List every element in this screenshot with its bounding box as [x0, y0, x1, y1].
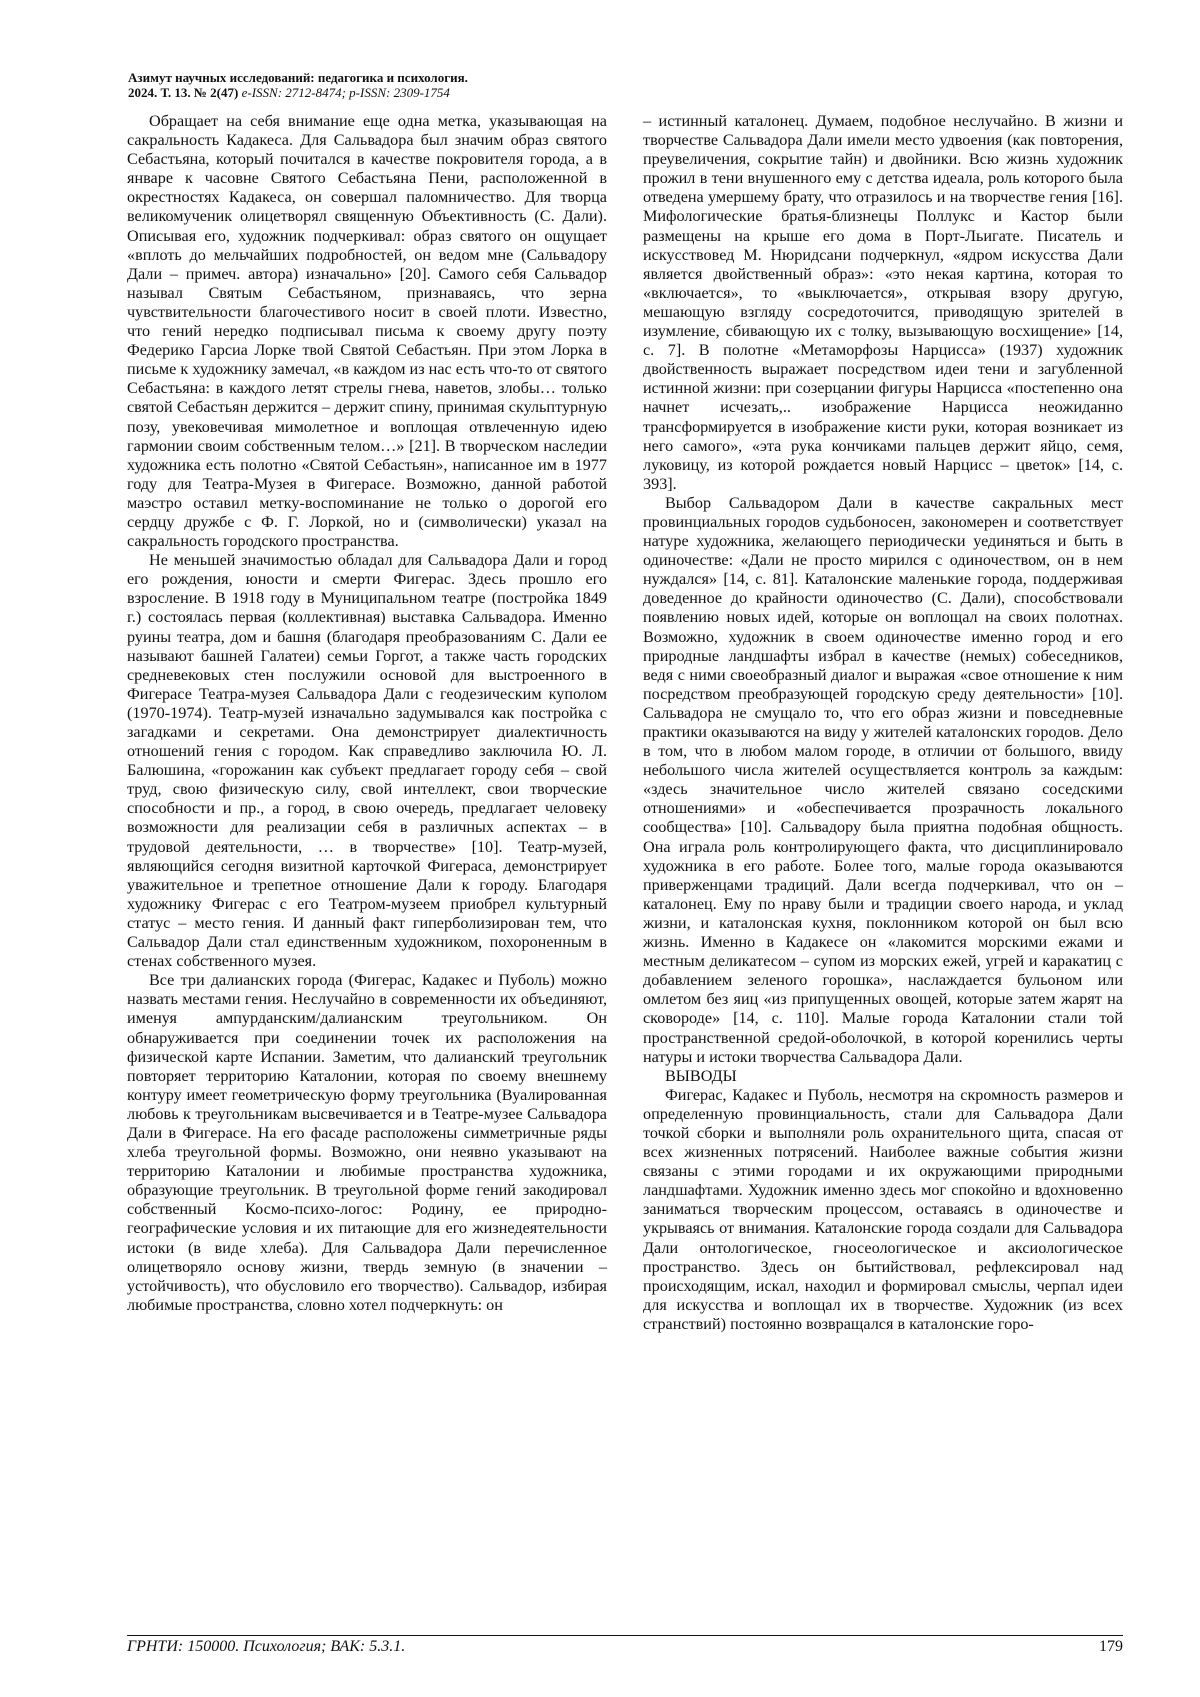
right-column	[643, 112, 1123, 1334]
page-number: 179	[1099, 1638, 1123, 1655]
issue-number: 2024. Т. 13. № 2(47)	[128, 85, 239, 100]
journal-issue	[128, 85, 728, 100]
paragraph-figueres: Не меньшей значимостью обладал для Сальвадора Дали и город его рождения, юности и смерти Фигерас. Здесь прошло его взросление. В 1918 году в Муниципальном театре (постройка 1849 г.) состоялась первая (коллективная) выставка Сальвадора. Именно руины театра, дом и башня (благодаря преобразованиям С. Дали ее называют башней Галатеи) семьи Горгот, а также часть городских средневековых стен послужили основой для выстроенного в Фигерасе Театра-музея Сальвадора Дали с геодезическим куполом (1970-1974). Театр-музей изначально задумывался как постройка с загадками и секретами. Она демонстрирует диалектичность отношений гения с городом. Как справедливо заключила Ю. Л. Балюшина, «горожанин как субъект предлагает городу себя – свой труд, свою физическую силу, свой интеллект, свои творческие способности и пр., а город, в свою очередь, предлагает человеку возможности для реализации себя в различных аспектах – в трудовой деятельности, … в творчестве» [10]. Театр-музей, являющийся сегодня визитной карточкой Фигераса, демонстрирует уважительное и трепетное отношение Дали к городу. Благодаря художнику Фигерас с его Театром-музеем приобрел культурный статус – место гения. И данный факт гиперболизирован тем, что Сальвадор Дали стал единственным художником, похороненным в стенах собственного музея.	[127, 551, 607, 971]
footer-classification: ГРНТИ: 150000. Психология; ВАК: 5.3.1.	[127, 1638, 406, 1655]
journal-title: Азимут научных исследований: педагогика и психология.	[128, 70, 468, 85]
footer-divider	[127, 1635, 1123, 1636]
paragraph-conclusions: Фигерас, Кадакес и Пуболь, несмотря на скромность размеров и определенную провинциальность, стали для Сальвадора Дали точкой сборки и выполняли роль охранительного щита, спасая от всех жизненных потрясений. Наиболее важные события жизни связаны с этими городами и их окружающими природными ландшафтами. Художник именно здесь мог спокойно и вдохновенно заниматься творческим процессом, оставаясь в одиночестве и укрываясь от внимания. Каталонские города создали для Сальвадора Дали онтологическое, гносеологическое и аксиологическое пространство. Здесь он бытийствовал, рефлексировал над происходящим, искал, находил и формировал смыслы, черпал идеи для искусства и воплощал их в творчестве. Художник (из всех странствий) постоянно возвращался в каталонские горо-	[643, 1085, 1123, 1333]
paragraph-triangle: Все три далианских города (Фигерас, Кадакес и Пуболь) можно назвать местами гения. Неслучайно в современности их объединяют, именуя ампурданским/далианским треугольником. Он обнаруживается при соединении точек их расположения на физической карте Испании. Заметим, что далианский треугольник повторяет территорию Каталонии, которая по своему внешнему контуру имеет геометрическую форму треугольника (Вуалированная любовь к треугольникам высвечивается и в Театре-музее Сальвадора Дали в Фигерасе. На его фасаде расположены симметричные ряды хлеба треугольной формы. Возможно, они неявно указывают на территорию Каталонии и любимые пространства художника, образующие треугольник. В треугольной форме гений закодировал собственный Космо-психо-логос: Родину, ее природно-географические условия и их питающие для его жизнедеятельности истоки (в виде хлеба). Для Сальвадора Дали перечисленное олицетворяло основу жизни, твердь земную (в значении – устойчивость), что обусловило его творчество). Сальвадор, избирая любимые пространства, словно хотел подчеркнуть: он	[127, 971, 607, 1314]
paragraph-duality: – истинный каталонец. Думаем, подобное неслучайно. В жизни и творчестве Сальвадора Дали имели место удвоения (как повторения, преувеличения, сокрытие тайн) и двойники. Всю жизнь художник прожил в тени внушенного ему с детства идеала, роль которого была отведена умершему брату, что отразилось и на творчестве гения [16]. Мифологические братья-близнецы Поллукс и Кастор были размещены на крыше его дома в Порт-Льигате. Писатель и искусствовед М. Нюридсани подчеркнул, «ядром искусства Дали является двойственный образ»: «это некая картина, которая то «включается», то «выключается», открывая взору другую, мешающую взгляду сосредоточится, приводящую зрителей в изумление, сбивающую их с толку, вызывающую восхищение» [14, с. 7]. В полотне «Метаморфозы Нарцисса» (1937) художник двойственность выражает посредством идеи тени и загубленной истинной жизни: при созерцании фигуры Нарцисса «постепенно она начнет исчезать,.. изображение Нарцисса неожиданно трансформируется в изображение кисти руки, которая возникает из него самого», «эта рука кончиками пальцев держит яйцо, семя, луковицу, из которой рождается новый Нарцисс – цветок» [14, с. 393].	[643, 112, 1123, 493]
journal-header	[128, 70, 728, 100]
paragraph-sebastian: Обращает на себя внимание еще одна метка, указывающая на сакральность Кадакеса. Для Сальвадора был значим образ святого Себастьяна, который почитался в качестве покровителя города, а в январе к часовне Святого Себастьяна Пени, расположенной в окрестностях Кадакеса, он совершал паломничество. Для творца великомученик олицетворял священную Объективность (С. Дали). Описывая его, художник подчеркивал: образ святого он ощущает «вплоть до мельчайших подробностей, он ведом мне (Сальвадору Дали – примеч. автора) изначально» [20]. Самого себя Сальвадор называл Святым Себастьяном, признаваясь, что зерна чувствительности благочестивого носит в своей плоти. Известно, что гений нередко подписывал письма к своему другу поэту Федерико Гарсиа Лорке твой Святой Себастьян. При этом Лорка в письме к художнику замечал, «в каждом из нас есть что-то от святого Себастьяна: в каждого летят стрелы гнева, наветов, злобы… только святой Себастьян держится – держит спину, принимая скульптурную позу, увековечивая мимолетное и воплощая отвлеченную идею гармонии своим собственным телом…» [21]. В творческом наследии художника есть полотно «Святой Себастьян», написанное им в 1977 году для Театра-Музея в Фигерасе. Возможно, данной работой маэстро оставил метку-воспоминание не только о дорогой его сердцу дружбе с Ф. Г. Лоркой, но и (символически) указал на сакральность городского пространства.	[127, 112, 607, 551]
paragraph-solitude: Выбор Сальвадором Дали в качестве сакральных мест провинциальных городов судьбоносен, закономерен и соответствует натуре художника, желающего периодически уединяться и быть в одиночестве: «Дали не просто мирился с одиночеством, он в нем нуждался» [14, с. 81]. Каталонские маленькие города, поддерживая доведенное до крайности одиночество (С. Дали), способствовали появлению новых идей, которые он воплощал на своих полотнах. Возможно, художник в своем одиночестве именно город и его природные ландшафты избрал в качестве (немых) собеседников, ведя с ними своеобразный диалог и выражая «свое отношение к ним посредством преобразующей городскую среду деятельности» [10]. Сальвадора не смущало то, что его образ жизни и повседневные практики оказываются на виду у жителей каталонских городов. Дело в том, что в любом малом городе, в отличии от большого, ввиду небольшого числа жителей осуществляется контроль за каждым: «здесь значительное число жителей связано соседскими отношениями» и «обеспечивается прозрачность локального сообщества» [10]. Сальвадору была приятна подобная общность. Она играла роль контролирующего факта, что дисциплинировало художника в его работе. Более того, малые города оказываются приверженцами традиций. Дали всегда подчеркивал, что он – каталонец. Ему по нраву были и традиции своего народа, и уклад жизни, и каталонская кухня, поклонником которой он был всю жизнь. Именно в Кадакесе он «лакомится морскими ежами и местным деликатесом – супом из морских ежей, угрей и каракатиц с добавлением зеленого горошка», наслаждается бульоном или омлетом без яиц «из припущенных овощей, которые затем жарят на сковороде» [14, с. 110]. Малые города Каталонии стали той пространственной средой-оболочкой, в которой коренились черты натуры и истоки творчества Сальвадора Дали.	[643, 493, 1123, 1066]
conclusions-heading: ВЫВОДЫ	[665, 1066, 737, 1085]
left-column	[127, 112, 607, 1315]
issn-info: e-ISSN: 2712-8474; p-ISSN: 2309-1754	[238, 85, 450, 100]
